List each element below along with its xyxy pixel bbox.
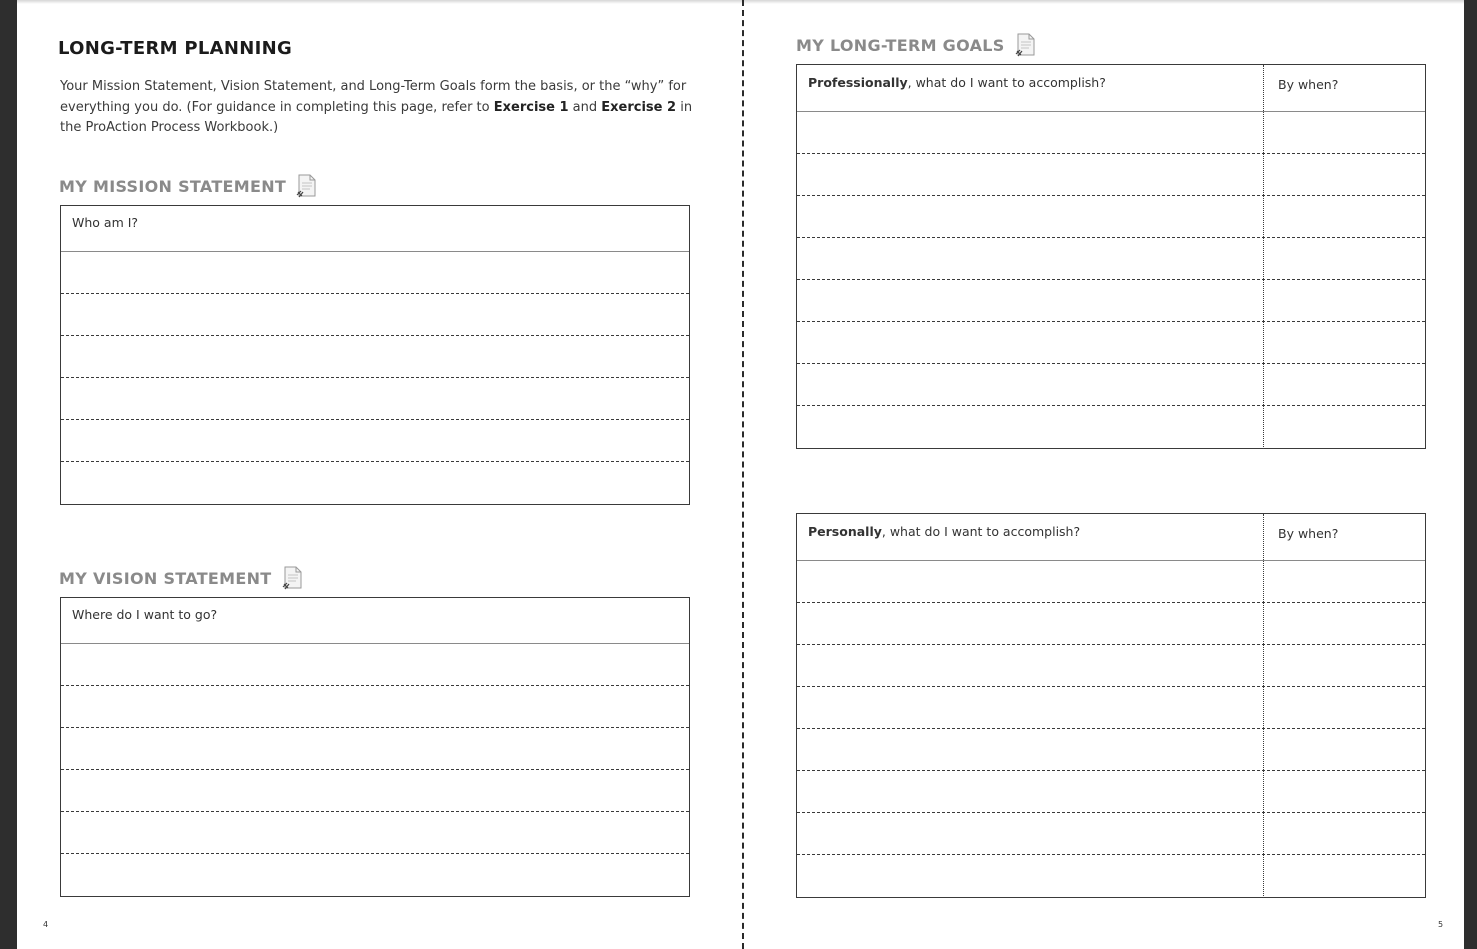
professional-goal-row [797,280,1425,322]
vision-prompt: Where do I want to go? [61,598,689,644]
personal-prompt-bold: Personally [808,524,882,539]
by-when-cell[interactable] [1264,729,1425,770]
goal-cell[interactable] [797,813,1264,854]
goal-cell[interactable] [797,154,1264,195]
mission-line[interactable] [61,252,689,294]
page-number-right: 5 [1438,920,1444,929]
goal-cell[interactable] [797,729,1264,770]
personal-goal-row [797,855,1425,896]
personal-header-row [797,514,1425,561]
personal-prompt [797,514,1264,560]
page-number-left: 4 [43,920,49,929]
intro-exercise-1: Exercise 1 [493,99,569,115]
vision-line[interactable] [61,854,689,895]
professional-goal-row [797,112,1425,154]
by-when-cell[interactable] [1264,406,1425,447]
by-when-cell[interactable] [1264,855,1425,896]
vision-line[interactable] [61,812,689,854]
goal-cell[interactable] [797,603,1264,644]
document-icon[interactable] [282,565,304,591]
by-when-cell[interactable] [1264,645,1425,686]
by-when-cell[interactable] [1264,561,1425,602]
document-icon[interactable] [296,173,318,199]
professional-prompt-rest: , what do I want to accomplish? [907,75,1106,90]
document-spread [17,0,1464,949]
goal-cell[interactable] [797,322,1264,363]
by-when-cell[interactable] [1264,687,1425,728]
goals-heading [796,32,1037,58]
professional-by-when-header: By when? [1278,77,1339,92]
mission-heading [59,173,318,199]
mission-line[interactable] [61,378,689,420]
vision-line[interactable] [61,728,689,770]
by-when-cell[interactable] [1264,603,1425,644]
goal-cell[interactable] [797,364,1264,405]
professional-prompt [797,65,1264,111]
by-when-cell[interactable] [1264,196,1425,237]
vision-box [60,597,690,897]
intro-exercise-2: Exercise 2 [601,99,677,115]
by-when-cell[interactable] [1264,771,1425,812]
professional-prompt-bold: Professionally [808,75,908,90]
goal-cell[interactable] [797,645,1264,686]
personal-goal-row [797,645,1425,687]
mission-line[interactable] [61,294,689,336]
mission-prompt: Who am I? [61,206,689,252]
mission-line[interactable] [61,336,689,378]
professional-goal-row [797,196,1425,238]
personal-by-when-header: By when? [1278,526,1339,541]
goal-cell[interactable] [797,771,1264,812]
page-fold-divider [742,0,744,949]
personal-prompt-rest: , what do I want to accomplish? [881,524,1081,539]
intro-text-2: and [568,99,602,115]
by-when-cell[interactable] [1264,238,1425,279]
personal-goal-row [797,561,1425,603]
goal-cell[interactable] [797,196,1264,237]
vision-heading-label: MY VISION STATEMENT [59,568,272,588]
personal-goal-row [797,603,1425,645]
goal-cell[interactable] [797,687,1264,728]
by-when-cell[interactable] [1264,813,1425,854]
professional-goal-row [797,364,1425,406]
professional-goals-table [796,64,1426,449]
mission-line[interactable] [61,420,689,462]
by-when-cell[interactable] [1264,322,1425,363]
professional-goal-row [797,406,1425,447]
personal-goals-table [796,513,1426,898]
mission-heading-label: MY MISSION STATEMENT [59,176,287,196]
by-when-cell[interactable] [1264,280,1425,321]
intro-paragraph [60,77,700,139]
personal-goal-row [797,771,1425,813]
vision-heading [59,565,304,591]
goal-cell[interactable] [797,280,1264,321]
by-when-cell[interactable] [1264,154,1425,195]
vision-line[interactable] [61,686,689,728]
page-title: LONG-TERM PLANNING [58,38,293,59]
intro-text-1: Your Mission Statement, Vision Statement, and Long-Term Goals form the basis, or the “why” for everything you do. (For guidance in completing this page, refer to [60,79,687,115]
mission-line[interactable] [61,462,689,503]
top-shadow [17,0,1464,4]
personal-goal-row [797,729,1425,771]
goals-heading-label: MY LONG-TERM GOALS [796,35,1005,55]
professional-goal-row [797,154,1425,196]
by-when-cell[interactable] [1264,112,1425,153]
mission-box [60,205,690,505]
goal-cell[interactable] [797,238,1264,279]
goal-cell[interactable] [797,561,1264,602]
goal-cell[interactable] [797,406,1264,447]
goal-cell[interactable] [797,855,1264,896]
personal-goal-row [797,813,1425,855]
vision-line[interactable] [61,770,689,812]
goal-cell[interactable] [797,112,1264,153]
professional-goal-row [797,322,1425,364]
professional-goal-row [797,238,1425,280]
professional-header-row [797,65,1425,112]
vision-line[interactable] [61,644,689,686]
by-when-cell[interactable] [1264,364,1425,405]
intro-text-3: in the ProAction Process Workbook.) [60,99,693,135]
document-icon[interactable] [1015,32,1037,58]
personal-goal-row [797,687,1425,729]
